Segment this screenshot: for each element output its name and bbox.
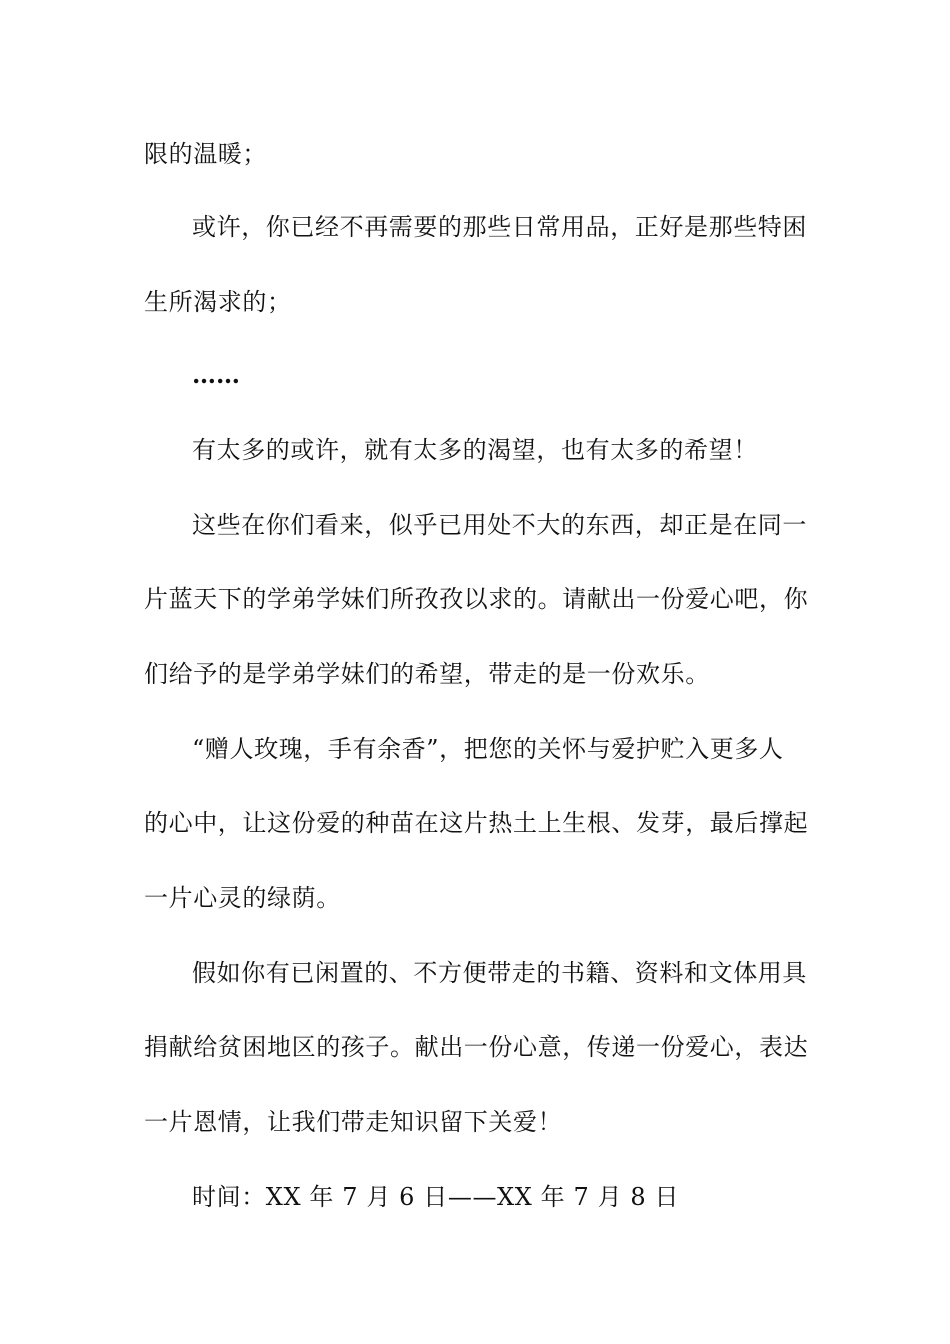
paragraph-line: 或许，你已经不再需要的那些日常用品，正好是那些特困 bbox=[192, 213, 807, 241]
paragraph-line: 一片恩情，让我们带走知识留下关爱！ bbox=[144, 1108, 563, 1136]
paragraph-line: 假如你有已闲置的、不方便带走的书籍、资料和文体用具 bbox=[192, 959, 807, 987]
paragraph-line: 有太多的或许，就有太多的渴望，也有太多的希望！ bbox=[192, 436, 758, 464]
ellipsis-line: …… bbox=[192, 360, 240, 389]
paragraph-line: “赠人玫瑰，手有余香”，把您的关怀与爱护贮入更多人 bbox=[192, 735, 784, 763]
date-line: 时间：XX 年 7 月 6 日——XX 年 7 月 8 日 bbox=[192, 1183, 680, 1211]
paragraph-line: 这些在你们看来，似乎已用处不大的东西，却正是在同一 bbox=[192, 511, 807, 539]
paragraph-line: 一片心灵的绿荫。 bbox=[144, 884, 341, 912]
paragraph-line: 捐献给贫困地区的孩子。献出一份心意，传递一份爱心，表达 bbox=[144, 1033, 809, 1061]
paragraph-line: 限的温暖； bbox=[144, 140, 267, 168]
paragraph-line: 片蓝天下的学弟学妹们所孜孜以求的。请献出一份爱心吧，你 bbox=[144, 585, 809, 613]
paragraph-line: 们给予的是学弟学妹们的希望，带走的是一份欢乐。 bbox=[144, 660, 710, 688]
paragraph-line: 的心中，让这份爱的种苗在这片热土上生根、发芽，最后撑起 bbox=[144, 809, 809, 837]
paragraph-line: 生所渴求的； bbox=[144, 288, 292, 316]
